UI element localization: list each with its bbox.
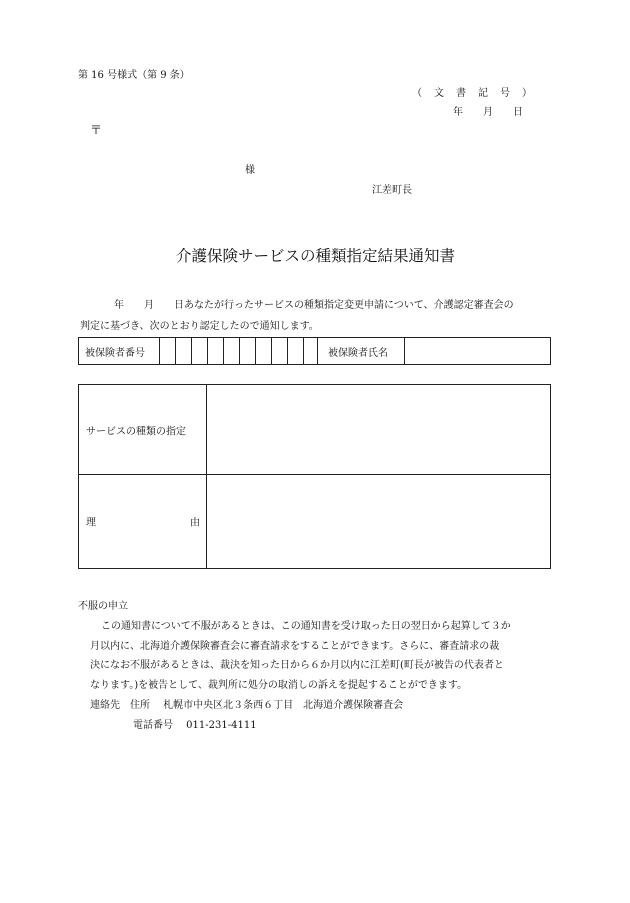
document-reference: （ 文 書 記 号 ）	[412, 88, 533, 99]
designation-table	[78, 384, 551, 569]
insured-name-field[interactable]	[405, 338, 550, 364]
body-text-line-1: 年 月 日あなたが行ったサービスの種類指定変更申請について、介護認定審査会の	[114, 300, 514, 311]
insured-name-label: 被保険者氏名	[318, 338, 405, 364]
insured-number-cell[interactable]	[304, 338, 318, 364]
objection-text-line: この通知書について不服があるときは、この通知書を受け取った日の翌日から起算して３か	[101, 621, 511, 632]
insured-number-cell[interactable]	[208, 338, 224, 364]
reason-label-left: 理	[86, 517, 96, 529]
insured-number-cell[interactable]	[192, 338, 208, 364]
insured-number-cell[interactable]	[240, 338, 256, 364]
contact-address: 連絡先 住所 札幌市中央区北３条西６丁目 北海道介護保険審査会	[90, 700, 404, 711]
reason-label-right: 由	[190, 517, 200, 529]
issuer-name: 江差町長	[372, 185, 412, 196]
insured-number-cell[interactable]	[272, 338, 288, 364]
document-title: 介護保険サービスの種類指定結果通知書	[176, 247, 456, 265]
reason-label-cell	[79, 474, 207, 568]
service-designation-field[interactable]	[207, 385, 550, 474]
body-text-line-2: 判定に基づき、次のとおり認定したので通知します。	[80, 321, 319, 332]
insured-number-cell[interactable]	[256, 338, 272, 364]
insured-number-cell[interactable]	[288, 338, 304, 364]
form-number: 第 16 号様式（第 9 条）	[78, 70, 190, 81]
insured-info-row	[78, 337, 551, 365]
objection-text-line: なります。)を被告として、裁判所に処分の取消しの訴えを提起することができます。	[90, 680, 468, 691]
contact-phone: 電話番号 011-231-4111	[133, 720, 257, 731]
objection-heading: 不服の申立	[78, 601, 128, 612]
issue-date: 年 月 日	[453, 107, 523, 118]
insured-number-cell[interactable]	[176, 338, 192, 364]
recipient-suffix: 様	[245, 165, 255, 176]
service-designation-label-cell	[79, 385, 207, 474]
service-designation-row	[79, 385, 550, 475]
insured-number-cell[interactable]	[224, 338, 240, 364]
insured-number-label: 被保険者番号	[79, 338, 160, 364]
objection-text-line: 決になお不服があるときは、裁決を知った日から６か月以内に江差町(町長が被告の代表者と	[90, 660, 504, 671]
reason-field[interactable]	[207, 474, 550, 568]
objection-text-line: 月以内に、北海道介護保険審査会に審査請求をすることができます。さらに、審査請求の裁	[90, 641, 500, 652]
insured-number-cell[interactable]	[160, 338, 176, 364]
service-designation-label: サービスの種類の指定	[86, 426, 186, 437]
reason-row	[79, 474, 550, 568]
postal-mark: 〒	[90, 123, 103, 137]
